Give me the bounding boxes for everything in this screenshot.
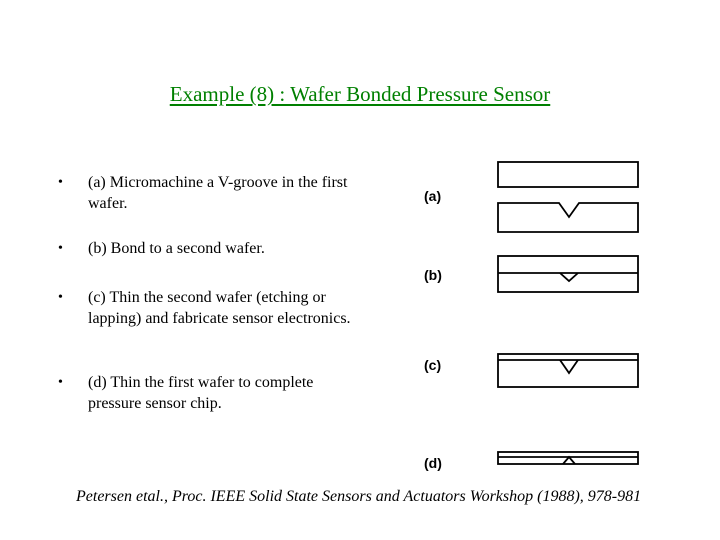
- bullet-marker: •: [58, 241, 63, 256]
- bonded-wafer-stack: [498, 256, 638, 292]
- bullet-item-d: [58, 372, 353, 414]
- v-groove-cavity: [560, 273, 578, 281]
- citation: Petersen etal., Proc. IEEE Solid State Sensors and Actuators Workshop (1988), 978-981: [76, 488, 642, 505]
- bullet-item-b: [58, 238, 353, 259]
- v-groove-cavity-c: [560, 360, 578, 373]
- chip-cavity: [563, 457, 575, 464]
- figure-label-d: (d): [424, 455, 442, 471]
- bullet-text: (b) Bond to a second wafer.: [88, 240, 265, 257]
- figure-label-c: (c): [424, 357, 442, 373]
- slide-title: Example (8) : Wafer Bonded Pressure Sensor: [169, 82, 551, 106]
- wafer-plain: [498, 162, 638, 187]
- figure-label-a: (a): [424, 188, 442, 204]
- bullet-marker: •: [58, 290, 63, 305]
- wafer-v-groove: [498, 203, 638, 232]
- bullet-text: (a) Micromachine a V-groove in the first wafer.: [88, 174, 348, 212]
- bullet-text: (d) Thin the first wafer to complete pressure sensor chip.: [88, 374, 314, 412]
- process-diagram: [490, 155, 650, 475]
- bullet-item-c: [58, 287, 353, 329]
- bullet-item-a: [58, 172, 353, 214]
- bullet-marker: •: [58, 375, 63, 390]
- bullet-text: (c) Thin the second wafer (etching or lapping) and fabricate sensor electronics.: [88, 289, 351, 327]
- figure-label-b: (b): [424, 267, 442, 283]
- bullet-marker: •: [58, 175, 63, 190]
